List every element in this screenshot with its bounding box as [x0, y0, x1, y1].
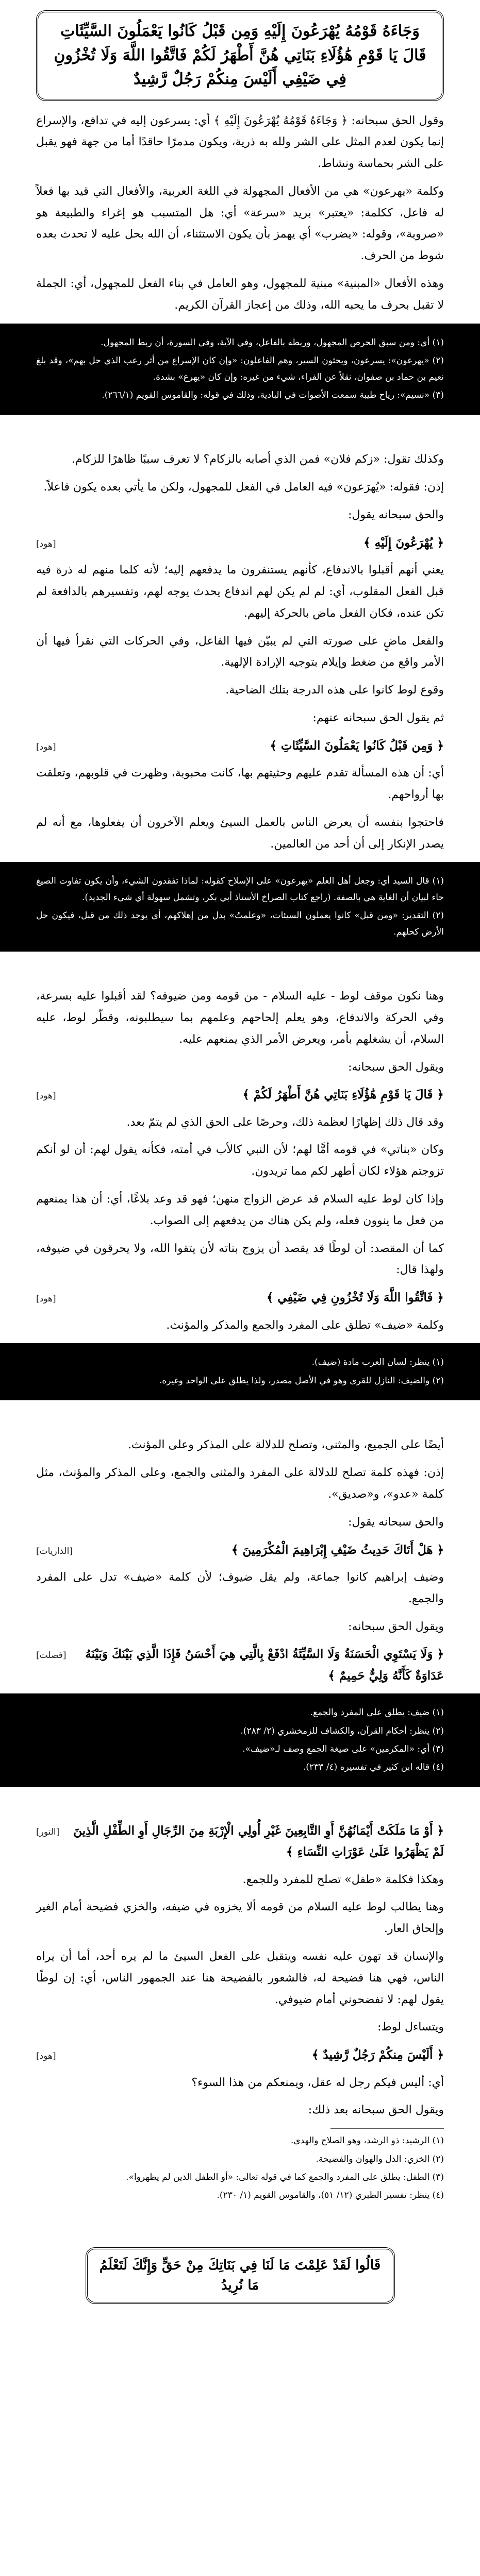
quran-verse: [36, 1820, 444, 1863]
verse-reference: [فصلت]: [36, 1650, 67, 1661]
paragraph: إذن: فقوله: «يُهرَعون» فيه العامل في الفعل للمجهول، ولكن ما يأتي بعده يكون فاعلاً.: [43, 481, 444, 494]
verse-text: ﴿ أَوْ مَا مَلَكَتْ أَيْمَانُهُنَّ أَوِ التَّابِعِينَ غَيْرِ أُولِي الْإِرْبَةِ مِنَ الرِّجَالِ أَوِ الطِّفْلِ الَّذِينَ لَمْ يَظْهَرُوا عَلَىٰ عَوْرَاتِ النِّسَاءِ ﴾: [73, 1823, 444, 1859]
verse-reference: [هود]: [36, 2051, 56, 2062]
page-gap: [0, 959, 480, 979]
footnote: (٣) أي: «المكرمين» على صيغة الجمع وصف لـ«ضيف».: [242, 1743, 444, 1754]
verse-text: ﴿ فَاتَّقُوا اللَّهَ وَلَا تُخْزُونِ فِي ضَيْفِي ﴾: [266, 1291, 444, 1305]
quran-verse: [36, 1084, 444, 1105]
quran-verse: [36, 1643, 444, 1686]
footnote-list: [36, 2133, 444, 2204]
paragraph: وكلمة «يهرعون» هي من الأفعال المجهولة في اللغة العربية، والأفعال التي قيد بها فعلاً له فاعل، ككلمة: «يعتبر» بريد «سرعة» أي: هل المتسبب هو إغراء والطبيعة هو «صروبة»، وقوله: «يضرب» أي يهمز بأن يكون الاستثناء، أن الله بحل عليه لا تحدث بعده شوط من الحرف.: [36, 184, 444, 263]
footnote: (٢) ينظر: أحكام القرآن، والكشاف للزمخشري (٢/ ٢٨٣).: [240, 1725, 444, 1736]
paragraph: وكلمة «ضيف» تطلق على المفرد والجمع والمذكر والمؤنث.: [166, 1318, 444, 1332]
verse-reference: [النور]: [36, 1826, 60, 1837]
paragraph: أيضًا على الجميع، والمثنى، وتصلح للدلالة على المذكر وعلى المؤنث.: [127, 1438, 444, 1452]
footnote: (٤) قاله ابن كثير في تفسيره (٤/ ٢٣٣).: [303, 1762, 444, 1773]
footnote: (٤) ينظر: تفسير الطبري (١٢/ ٥١)، والقاموس القويم (١/ ٢٣٠).: [217, 2190, 444, 2201]
paragraph: وضيف إبراهيم كانوا جماعة، ولم يقل ضيوف؛ لأن كلمة «ضيف» تدل على المفرد والجمع.: [36, 1570, 444, 1605]
footnote: (١) الرشيد: ذو الرشد، وهو الصلاح والهدى.: [290, 2136, 444, 2146]
paragraph: والحق سبحانه يقول:: [348, 1515, 444, 1529]
paragraph: وهكذا فكلمة «طفل» تصلح للمفرد وللجمع.: [242, 1873, 444, 1886]
verse-reference: [هود]: [36, 741, 56, 752]
quran-verse: [36, 2044, 444, 2065]
paragraph: وكذلك تقول: «زكم فلان» فمن الذي أصابه بالزكام؟ لا تعرف سببًا ظاهرًا للزكام.: [71, 453, 444, 466]
verse-reference: [الذاريات]: [36, 1546, 73, 1556]
paragraph: وقول الحق سبحانه: ﴿ وَجَاءَهُ قَوْمُهُ يُهْرَعُونَ إِلَيْهِ ﴾ أي: يسرعون إليه في تدافع، والإسراع إنما يكون لعدم المثل على الشر ولله به ذرية، ويكون مدمرًا حاقدًا أما من جهة فهو يقبل على الشر بحماسة ونشاط.: [36, 114, 444, 171]
quran-verse: [36, 735, 444, 756]
paragraph: أي: أليس فيكم رجل له عقل، ويمنعكم من هذا السوء؟: [191, 2076, 444, 2089]
page-gap: [0, 1408, 480, 1428]
quran-verse: [36, 1539, 444, 1561]
section-6: [0, 2247, 480, 2304]
verse-text: ﴿ هَلْ أَتَاكَ حَدِيثُ ضَيْفِ إِبْرَاهِيمَ الْمُكْرَمِينَ ﴾: [231, 1543, 444, 1557]
paragraph: يعني أنهم أقبلوا بالاندفاع، كأنهم يستنفرون ما يدفعهم إليه؛ لأنه كلما منهم له ذرة فيه قبل الفعل المقلوب، أي: لم لم يكن لهم اندفاع يحدث يوجه لهم، وتفسيرهم بالدافعة لم تكن عنده، فكان الفعل ماض بالحركة إليهم.: [36, 564, 444, 620]
verse-text: ﴿ وَمِن قَبْلُ كَانُوا يَعْمَلُونَ السَّيِّئَاتِ ﴾: [270, 738, 444, 753]
paragraph: وهنا نكون موقف لوط - عليه السلام - من قومه ومن ضيوفه؟ لقد أقبلوا عليه بسرعة، وفي الحركة والاندفاع، وهو يعلم إلحاحهم وعلمهم بما سيطلبونه، وقطّر لوط، عليه السلام، أن يشغلهم بأمر، ويعرض الأمر الذي يمنعهم عليه.: [36, 990, 444, 1046]
footnote: (١) ينظر: لسان العرب مادة (ضيف).: [311, 1357, 444, 1368]
footnote: (٢) «يهرعون»: يسرعون، ويحثون السير، وهم الفاعلون: «وإن كان الإسراع من أثر رعب الذي حل بهم»، وقد بلغ نعيم بن حماد بن صفوان، نقلاً عن الفراء، شيء من غيره: وإن كان «يهرع» بشدة.: [36, 355, 444, 382]
quran-verse: [36, 1287, 444, 1308]
paragraph: ويتساءل لوط:: [377, 2021, 444, 2034]
paragraph: وهذه الأفعال «المبنية» مبنية للمجهول، وهو العامل في بناء الفعل للمجهول، أي: الجملة لا تقبل بحرف ما يحبه الله، وذلك من إعجاز القرآن الكريم.: [36, 277, 444, 312]
paragraph: ويقول الحق سبحانه:: [348, 1060, 444, 1074]
page-gap: [0, 1794, 480, 1815]
footnote-separator: [330, 2128, 444, 2129]
footnote: (١) ضيف: يطلق على المفرد والجمع.: [310, 1707, 444, 1718]
section-4: [0, 1434, 480, 1787]
paragraph: وهنا يطالب لوط عليه السلام من قومه ألا يخزوه في ضيفه، والخزي فضيحة أمام الغير وإلحاق العار.: [36, 1901, 444, 1936]
verse-text: ﴿ وَلَا يَسْتَوِي الْحَسَنَةُ وَلَا السَّيِّئَةُ ادْفَعْ بِالَّتِي هِيَ أَحْسَنُ فَإِذَا الَّذِي بَيْنَكَ وَبَيْنَهُ عَدَاوَةٌ كَأَنَّهُ وَلِيٌّ حَمِيمٌ ﴾: [85, 1647, 444, 1683]
section-1: [0, 0, 480, 415]
footnote: (٣) «نسيم»: رياح طيبة سمعت الأصوات في البادية، وذلك في قوله: والقاموس القويم (٢٦٦/١).: [102, 389, 444, 400]
footnote-block: [0, 1693, 480, 1787]
paragraph: والإنسان قد تهون عليه نفسه ويتقبل على الفعل السيئ ما لم يره أحد، أما أن يراه الناس، فهي هنا فضيحة له، فالشعور بالفضيحة هنا عند الجمهور الناس، أي: إن لوطًا يقول لهم: لا تفضحوني أمام ضيوفي.: [36, 1950, 444, 2006]
paragraph: ويقول الحق سبحانه بعد ذلك:: [308, 2104, 444, 2117]
paragraph: وإذا كان لوط عليه السلام قد عرض الزواج منهن؛ فهو قد وعد بلاغًا، أي: أن هذا يمنعهم من فعل ما ينوون فعله، ولم يكن هناك من يدفعهم إلى الصواب.: [36, 1193, 444, 1227]
paragraph: ويقول الحق سبحانه:: [348, 1620, 444, 1633]
paragraph: ثم يقول الحق سبحانه عنهم:: [312, 711, 444, 724]
verse-text: ﴿ يُهْرَعُونَ إِلَيْهِ ﴾: [363, 535, 444, 550]
footnote: (٢) التقدير: «ومن قبل» كانوا يعملون السيئات، «وعلمتُ» بدل من إهلاكهم، أي يوجد ذلك من قبل، فيكون حل الأرض كحلهم.: [36, 910, 444, 937]
footnote-block: [0, 324, 480, 415]
footnote: (٢) الخزي: الذل والهوان والفضيحة.: [316, 2154, 444, 2164]
verse-reference: [هود]: [36, 1091, 56, 1101]
verse-reference: [هود]: [36, 538, 56, 549]
quran-verse: [36, 532, 444, 553]
top-verse-banner: وَجَاءَهُ قَوْمُهُ يُهْرَعُونَ إِلَيْهِ وَمِن قَبْلُ كَانُوا يَعْمَلُونَ السَّيِّئَاتِ قَالَ يَا قَوْمِ هَٰؤُلَاءِ بَنَاتِي هُنَّ أَطْهَرُ لَكُمْ فَاتَّقُوا اللَّهَ وَلَا تُخْزُونِ فِي ضَيْفِي أَلَيْسَ مِنكُمْ رَجُلٌ رَّشِيدٌ: [36, 10, 444, 101]
paragraph: وقوع لوط كانوا على هذه الدرجة بتلك الضاحية.: [225, 684, 444, 697]
bottom-verse-banner: قَالُوا لَقَدْ عَلِمْتَ مَا لَنَا فِي بَنَاتِكَ مِنْ حَقٍّ وَإِنَّكَ لَتَعْلَمُ مَا نُرِيدُ: [86, 2247, 395, 2304]
verse-text: ﴿ قَالَ يَا قَوْمِ هَٰؤُلَاءِ بَنَاتِي هُنَّ أَطْهَرُ لَكُمْ ﴾: [242, 1088, 444, 1102]
paragraph: وكان «بناتي» في قومه أمًّا لهم؛ لأن النبي كالأب في أمته، فكأنه يقول لهم: أن لو أنكم تزوجتم هؤلاء لكان أطهر لكم مما تريدون.: [36, 1143, 444, 1178]
paragraph: إذن: فهذه كلمة تصلح للدلالة على المفرد والمثنى والجمع، وعلى المذكر والمؤنث، مثل كلمة «عدو»، و«صديق».: [36, 1466, 444, 1501]
footnote: (١) قال السيد أي: وجعل أهل العلم «يهرعون» على الإسلاح كقوله: لماذا تفقدون الشيء، وأن يكون تفاوت الصيغ جاء لبيان أن الغاية هي بالصفة. (راجع كتاب الصراخ الأستاذ أبي بكر، وتشمل سهولة أي شيء الجديد).: [36, 876, 444, 903]
page-gap: [0, 422, 480, 443]
section-3: [0, 986, 480, 1400]
verse-text: ﴿ أَلَيْسَ مِنكُمْ رَجُلٌ رَّشِيدٌ ﴾: [311, 2048, 444, 2062]
paragraph: كما أن المقصد: أن لوطًا قد يقصد أن يزوج بناته لأن يتقوا الله، ولا يحرقون في ضيوفه، ولهذا قال:: [36, 1242, 444, 1277]
footnote: (١) أي: ومن سبق الحرص المجهول، وربطه بالفاعل، وفي الآية، وفي السورة، أن ربط المجهول.: [101, 337, 444, 348]
verse-reference: [هود]: [36, 1294, 56, 1304]
footnote: (٢) والضيف: النازل للقرى وهو في الأصل مصدر، ولذا يطلق على الواحد وغيره.: [159, 1375, 444, 1386]
section-2: [0, 449, 480, 952]
paragraph: والفعل ماضٍ على صورته التي لم يبيّن فيها الفاعل، وفي الحركات التي نقرأ فيها أن الأمر واقع من ضغط وإيلام بتوجيه الإرادة الإلهية.: [36, 634, 444, 669]
footnote-block: [0, 862, 480, 952]
page-gap: [0, 2206, 480, 2247]
paragraph: وقد قال ذلك إظهارًا لعظمة ذلك، وحرصًا على الحق الذي لم يتمّ بعد.: [126, 1115, 444, 1129]
paragraph: أي: أن هذه المسألة تقدم عليهم وحثيتهم بها، كانت محبوبة، وظهرت في قلوبهم، وتعلقت بها أرواحهم.: [36, 767, 444, 801]
footnote: (٣) الطفل: يطلق على المفرد والجمع كما في قوله تعالى: «أو الطفل الذين لم يظهروا».: [126, 2172, 444, 2183]
paragraph: والحق سبحانه يقول:: [348, 509, 444, 522]
footnote-block: [0, 1343, 480, 1400]
section-5: [0, 1820, 480, 2204]
paragraph: فاحتجوا بنفسه أن يعرض الناس بالعمل السيئ ويعلم الآخرون أن يفعلوها، مع أنه لم يصدر الإنكار إلى أن أحد من العالمين.: [36, 816, 444, 851]
